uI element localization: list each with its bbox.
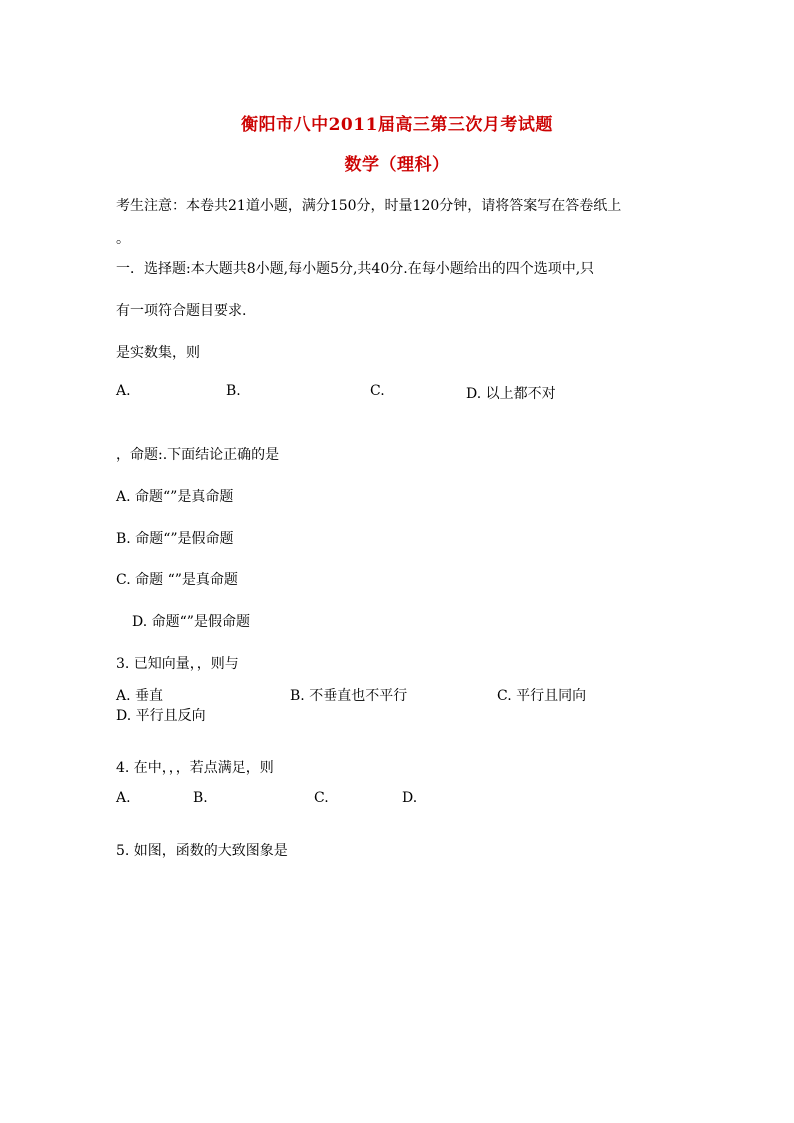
question-5-stem: 5. 如图，函数的大致图象是 xyxy=(116,843,288,859)
question-1-option-d: D. 以上都不对 xyxy=(466,386,556,402)
question-2-option-d: D. 命题“”是假命题 xyxy=(132,614,250,630)
section-1-intro-line-1: 一．选择题:本大题共8小题,每小题5分,共40分.在每小题给出的四个选项中,只 xyxy=(116,261,595,277)
question-2-option-b: B. 命题“”是假命题 xyxy=(116,531,234,547)
question-3-option-a: A. 垂直 xyxy=(116,688,164,704)
question-2-option-c: C. 命题 “”是真命题 xyxy=(116,572,238,588)
question-1-stem: 是实数集，则 xyxy=(116,345,200,361)
question-3-option-b: B. 不垂直也不平行 xyxy=(290,688,408,704)
question-4-stem: 4. 在中，，，若点满足，则 xyxy=(116,760,274,776)
question-4-option-c: C. xyxy=(314,790,329,806)
exam-title: 衡阳市八中2011届高三第三次月考试题 xyxy=(241,115,553,135)
question-2-stem: ，命题:.下面结论正确的是 xyxy=(116,447,280,463)
question-4-option-d: D. xyxy=(402,790,418,806)
question-1-option-b: B. xyxy=(226,383,241,399)
question-1-option-a: A. xyxy=(116,383,131,399)
question-4-option-b: B. xyxy=(193,790,208,806)
question-3-stem: 3. 已知向量，，则与 xyxy=(116,656,239,672)
question-2-option-a: A. 命题“”是真命题 xyxy=(116,489,234,505)
exam-subtitle: 数学（理科） xyxy=(344,155,450,175)
question-3-option-c: C. 平行且同向 xyxy=(497,688,587,704)
notice-line-1: 考生注意：本卷共21道小题，满分150分，时量120分钟，请将答案写在答卷纸上 xyxy=(116,198,622,214)
section-1-intro-line-2: 有一项符合题目要求. xyxy=(116,303,247,319)
question-4-option-a: A. xyxy=(116,790,131,806)
question-1-option-c: C. xyxy=(370,383,385,399)
notice-line-2: 。 xyxy=(116,231,130,247)
question-3-option-d: D. 平行且反向 xyxy=(116,708,206,724)
